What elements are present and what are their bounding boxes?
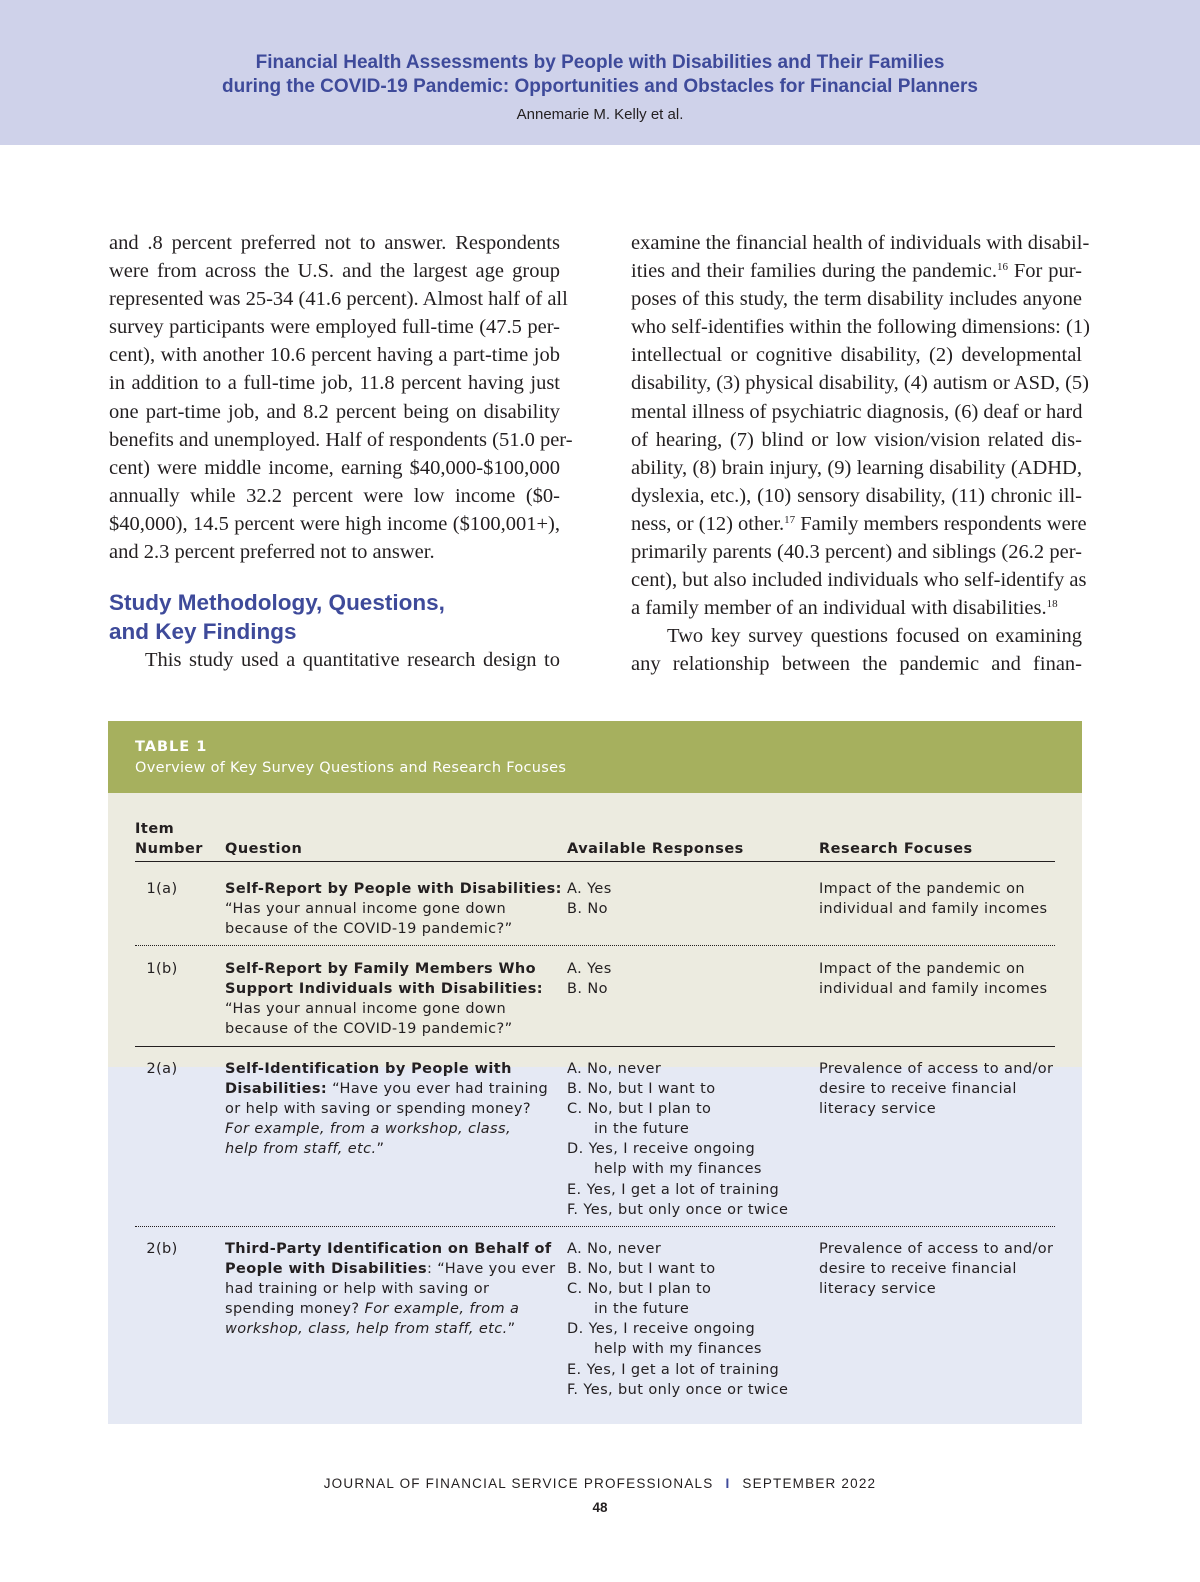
body-line: This study used a quantitative research design to bbox=[145, 649, 560, 672]
question-heading: Third-Party Identification on Behalf of bbox=[225, 1241, 552, 1257]
response-option: F. Yes, but only once or twice bbox=[567, 1201, 789, 1218]
table-row-focus bbox=[819, 1059, 1053, 1119]
body-line: cent), but also included individuals who self-identify as bbox=[631, 569, 1087, 592]
question-text: “Has your annual income gone down bbox=[225, 1001, 507, 1018]
question-text: : “Have you ever bbox=[427, 1261, 556, 1278]
response-option: A. No, never bbox=[567, 1241, 662, 1257]
table-row-responses bbox=[567, 959, 612, 999]
header-title-line-2: during the COVID-19 Pandemic: Opportunities and Obstacles for Financial Planners bbox=[222, 76, 978, 97]
question-text: because of the COVID-19 pandemic?” bbox=[225, 921, 513, 938]
body-line: poses of this study, the term disability includes anyone bbox=[631, 288, 1082, 311]
body-line: in addition to a full-time job, 11.8 percent having just bbox=[109, 372, 560, 395]
body-line: examine the financial health of individuals with disabil- bbox=[631, 232, 1090, 254]
header-rule bbox=[135, 861, 1055, 862]
question-text: “Has your annual income gone down bbox=[225, 901, 507, 918]
header-author: Annemarie M. Kelly et al. bbox=[516, 106, 684, 123]
table-row-question bbox=[225, 1059, 548, 1159]
table-caption: Overview of Key Survey Questions and Research Focuses bbox=[135, 760, 567, 776]
body-line: cent), with another 10.6 percent having a part-time job bbox=[109, 344, 560, 367]
body-line: Two key survey questions focused on examining bbox=[667, 625, 1082, 648]
table-row-question bbox=[225, 879, 562, 939]
question-example: workshop, class, help from staff, etc. bbox=[225, 1321, 508, 1338]
body-line: any relationship between the pandemic and finan- bbox=[631, 653, 1082, 676]
question-heading: Self-Report by People with Disabilities: bbox=[225, 881, 562, 897]
response-option-continued: help with my finances bbox=[594, 1161, 762, 1178]
body-line: survey participants were employed full-time (47.5 per- bbox=[109, 316, 560, 339]
body-line: cent) were middle income, earning $40,000-$100,000 bbox=[109, 456, 560, 479]
response-option: D. Yes, I receive ongoing bbox=[567, 1141, 756, 1158]
header-title-line-1: Financial Health Assessments by People with Disabilities and Their Families bbox=[255, 52, 945, 73]
response-option: A. Yes bbox=[567, 961, 612, 977]
body-text: For pur- bbox=[1008, 260, 1082, 283]
response-option: D. Yes, I receive ongoing bbox=[567, 1321, 756, 1338]
table-row-responses bbox=[567, 1239, 788, 1400]
section-heading bbox=[109, 588, 560, 646]
body-line: and .8 percent preferred not to answer. Respondents bbox=[109, 232, 560, 254]
table-row-focus bbox=[819, 879, 1048, 919]
question-text: “Have you ever had training bbox=[327, 1081, 549, 1098]
question-text: ” bbox=[376, 1141, 385, 1158]
question-heading: People with Disabilities bbox=[225, 1261, 428, 1278]
response-option-continued: in the future bbox=[594, 1121, 690, 1138]
left-column bbox=[109, 229, 573, 674]
running-header bbox=[0, 0, 1200, 145]
question-heading: Self-Identification by People with bbox=[225, 1061, 512, 1077]
column-header-text: Item bbox=[135, 821, 175, 837]
table-label: TABLE 1 bbox=[135, 739, 208, 755]
body-text: a family member of an individual with disabilities. bbox=[631, 597, 1047, 620]
footnote-ref: 17 bbox=[784, 513, 796, 526]
question-example: help from staff, etc. bbox=[225, 1141, 377, 1158]
response-option: B. No, but I want to bbox=[567, 1081, 716, 1098]
body-line: mental illness of psychiatric diagnosis, (6) deaf or hard bbox=[631, 400, 1083, 423]
body-line: represented was 25-34 (41.6 percent). Almost half of all bbox=[109, 288, 568, 311]
body-text: Family members respondents were bbox=[795, 512, 1087, 535]
response-option: E. Yes, I get a lot of training bbox=[567, 1181, 780, 1198]
response-option: A. Yes bbox=[567, 881, 612, 897]
footnote-ref: 16 bbox=[997, 261, 1009, 274]
question-text: ” bbox=[507, 1321, 516, 1338]
section-heading-line-1: Study Methodology, Questions, bbox=[109, 590, 445, 616]
question-heading: Support Individuals with Disabilities: bbox=[225, 981, 543, 998]
running-footer bbox=[0, 1476, 1200, 1491]
body-line: were from across the U.S. and the largest age group bbox=[109, 260, 560, 283]
body-text: ness, or (12) other. bbox=[631, 512, 785, 535]
table-row-number: 2(a) bbox=[146, 1061, 178, 1077]
table-row-number: 1(b) bbox=[146, 961, 178, 977]
table-title-bar bbox=[108, 721, 1082, 793]
question-text: had training or help with saving or bbox=[225, 1281, 490, 1298]
body-line: ability, (8) brain injury, (9) learning disability (ADHD, bbox=[631, 456, 1082, 479]
response-option: C. No, but I plan to bbox=[567, 1101, 712, 1118]
question-text: because of the COVID-19 pandemic?” bbox=[225, 1021, 513, 1038]
response-option: B. No, but I want to bbox=[567, 1261, 716, 1278]
column-header-focuses: Research Focuses bbox=[819, 841, 973, 857]
question-heading: Disabilities: bbox=[225, 1081, 328, 1098]
table-row-number: 2(b) bbox=[146, 1241, 178, 1257]
question-text bbox=[225, 1079, 548, 1099]
section-heading-line-2: and Key Findings bbox=[109, 619, 297, 645]
focus-text: literacy service bbox=[819, 1101, 937, 1118]
question-text bbox=[225, 1139, 548, 1159]
body-line: primarily parents (40.3 percent) and siblings (26.2 per- bbox=[631, 541, 1082, 564]
body-line: $40,000), 14.5 percent were high income ($100,001+), bbox=[109, 512, 560, 535]
response-option: F. Yes, but only once or twice bbox=[567, 1381, 789, 1398]
body-line: one part-time job, and 8.2 percent being on disability bbox=[109, 400, 560, 423]
table-row-number: 1(a) bbox=[146, 881, 178, 897]
journal-name: JOURNAL OF FINANCIAL SERVICE PROFESSIONALS bbox=[323, 1476, 714, 1491]
table-row-focus bbox=[819, 1239, 1053, 1299]
focus-text: Impact of the pandemic on bbox=[819, 881, 1025, 897]
footnote-ref: 18 bbox=[1046, 598, 1058, 611]
footer-separator: I bbox=[725, 1476, 731, 1491]
question-text: spending money? bbox=[225, 1301, 365, 1318]
response-option-continued: in the future bbox=[594, 1301, 690, 1318]
column-header-responses: Available Responses bbox=[567, 841, 744, 857]
focus-text: literacy service bbox=[819, 1281, 937, 1298]
page-number: 48 bbox=[592, 1500, 608, 1515]
body-line: dyslexia, etc.), (10) sensory disability, (11) chronic ill- bbox=[631, 484, 1082, 507]
table-row-focus bbox=[819, 959, 1048, 999]
response-option: C. No, but I plan to bbox=[567, 1281, 712, 1298]
body-line: of hearing, (7) blind or low vision/vision related dis- bbox=[631, 428, 1082, 451]
table-row-question bbox=[225, 1239, 556, 1339]
focus-text: Prevalence of access to and/or bbox=[819, 1241, 1054, 1257]
row-divider bbox=[135, 945, 1055, 946]
body-line bbox=[631, 510, 1087, 538]
table-row-question bbox=[225, 959, 543, 1039]
response-option: A. No, never bbox=[567, 1061, 662, 1077]
response-option: B. No bbox=[567, 981, 608, 998]
body-line: disability, (3) physical disability, (4) autism or ASD, (5) bbox=[631, 372, 1089, 395]
focus-text: desire to receive financial bbox=[819, 1081, 1017, 1098]
table-row-responses bbox=[567, 879, 612, 919]
question-text bbox=[225, 1259, 556, 1279]
body-line bbox=[631, 257, 1082, 285]
question-text: or help with saving or spending money? bbox=[225, 1101, 531, 1118]
focus-text: individual and family incomes bbox=[819, 901, 1048, 918]
question-example: For example, from a bbox=[364, 1301, 520, 1318]
question-text bbox=[225, 1319, 556, 1339]
table-1 bbox=[108, 721, 1082, 1424]
focus-text: individual and family incomes bbox=[819, 981, 1048, 998]
question-text bbox=[225, 1299, 556, 1319]
focus-text: desire to receive financial bbox=[819, 1261, 1017, 1278]
body-line: and 2.3 percent preferred not to answer. bbox=[109, 541, 435, 564]
body-line bbox=[631, 594, 1082, 622]
column-header-text: Number bbox=[135, 841, 203, 857]
response-option: B. No bbox=[567, 901, 608, 918]
issue-date: SEPTEMBER 2022 bbox=[742, 1476, 877, 1491]
row-divider bbox=[135, 1226, 1055, 1227]
body-line: intellectual or cognitive disability, (2) developmental bbox=[631, 344, 1082, 367]
response-option: E. Yes, I get a lot of training bbox=[567, 1361, 780, 1378]
body-line: who self-identifies within the following dimensions: (1) bbox=[631, 316, 1090, 339]
body-line: annually while 32.2 percent were low income ($0- bbox=[109, 484, 560, 507]
question-heading: Self-Report by Family Members Who bbox=[225, 961, 536, 977]
response-option-continued: help with my finances bbox=[594, 1341, 762, 1358]
focus-text: Prevalence of access to and/or bbox=[819, 1061, 1054, 1077]
body-text: ities and their families during the pandemic. bbox=[631, 260, 998, 283]
right-column bbox=[631, 229, 1090, 679]
question-example: For example, from a workshop, class, bbox=[225, 1121, 511, 1138]
focus-text: Impact of the pandemic on bbox=[819, 961, 1025, 977]
column-header-item-number bbox=[135, 819, 203, 859]
body-line: benefits and unemployed. Half of respondents (51.0 per- bbox=[109, 428, 573, 451]
row-divider bbox=[135, 1046, 1055, 1047]
column-header-question: Question bbox=[225, 841, 303, 857]
table-row-responses bbox=[567, 1059, 788, 1220]
